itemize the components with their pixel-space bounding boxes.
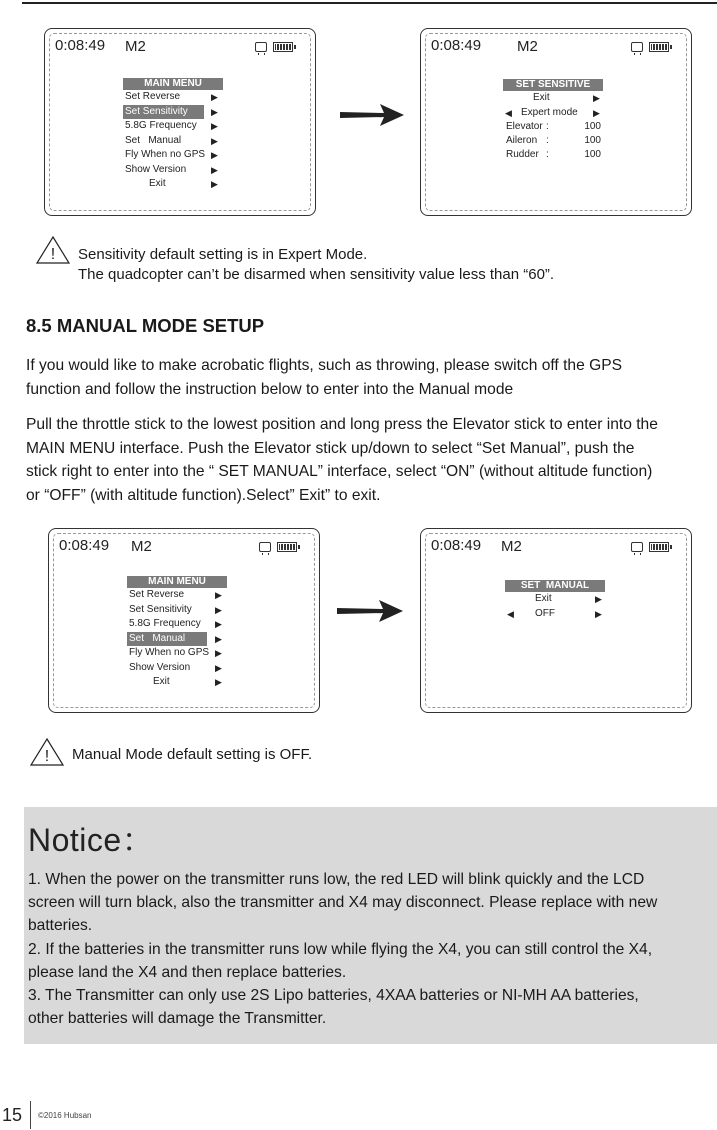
status-icons — [631, 542, 669, 552]
menu-item: Set Sensitivity ▶ — [127, 603, 227, 618]
warning-line: The quadcopter can’t be disarmed when sensitivity value less than “60”. — [78, 266, 555, 283]
top-rule — [22, 2, 717, 4]
svg-text:!: ! — [50, 246, 56, 263]
battery-icon — [273, 42, 293, 52]
battery-icon — [649, 542, 669, 552]
page-number: 15 — [2, 1105, 23, 1125]
battery-icon — [649, 42, 669, 52]
warning-line: Manual Mode default setting is OFF. — [72, 746, 313, 763]
main-menu — [127, 576, 227, 690]
paragraph-line: MAIN MENU interface. Push the Elevator stick up/down to select “Set Manual”, push the — [26, 439, 635, 457]
right-arrow-icon: ▶ — [215, 619, 222, 629]
arrow-right-icon — [337, 600, 403, 622]
right-arrow-icon: ▶ — [215, 590, 222, 600]
right-arrow-icon: ▶ — [211, 106, 218, 117]
paragraph-line: If you would like to make acrobatic flights, such as throwing, please switch off the GPS — [26, 357, 623, 374]
paragraph-line: or “OFF” (with altitude function).Select” Exit” to exit. — [26, 486, 381, 504]
menu-item: 5.8G Frequency ▶ — [127, 617, 227, 632]
menu-item: Set Manual ▶ — [123, 134, 223, 149]
menu-title: SET SENSITIVE — [503, 79, 603, 91]
notice-line: screen will turn black, also the transmitter and X4 may disconnect. Please replace with new — [28, 894, 658, 912]
notice-box — [24, 807, 717, 1044]
set-sensitive-menu — [503, 79, 603, 162]
menu-item-selected: Set Sensitivity ▶ — [123, 105, 223, 120]
right-arrow-icon: ▶ — [211, 150, 218, 160]
right-arrow-icon: ▶ — [215, 648, 222, 658]
left-arrow-icon: ◀ — [507, 608, 514, 619]
notice-line: please land the X4 and then replace batteries. — [28, 963, 347, 981]
warning-icon — [36, 236, 70, 264]
notice-line: other batteries will damage the Transmitter. — [28, 1010, 327, 1028]
warning-sensitivity — [36, 236, 554, 285]
set-manual-menu — [505, 580, 605, 621]
value-row: Rudder : 100 — [506, 149, 601, 160]
copyright: ©2016 Hubsan — [38, 1111, 92, 1120]
notice-line: 2. If the batteries in the transmitter runs low while flying the X4, you can still control the X4, — [28, 940, 653, 958]
menu-item-exit: Exit ▶ — [505, 592, 605, 607]
timer-readout: 0:08:49 — [431, 37, 482, 54]
paragraph-intro — [26, 354, 706, 401]
warning-icon — [30, 738, 64, 766]
right-arrow-icon: ▶ — [593, 107, 600, 118]
arrow-right-icon — [340, 104, 404, 126]
right-arrow-icon: ▶ — [595, 608, 602, 619]
footer-divider — [30, 1101, 31, 1129]
right-arrow-icon: ▶ — [215, 604, 222, 615]
lcd-screen-set-sensitive — [420, 28, 692, 216]
status-icons — [255, 42, 293, 52]
lcd-screen-main-menu-1 — [44, 28, 316, 216]
right-arrow-icon: ▶ — [215, 677, 222, 687]
model-label: M2 — [125, 38, 146, 55]
lcd-screen-main-menu-2 — [48, 528, 320, 713]
warning-manual-mode — [30, 738, 312, 766]
value-row: Aileron : 100 — [506, 135, 601, 146]
right-arrow-icon: ▶ — [595, 594, 602, 604]
status-icons — [259, 542, 297, 552]
menu-item-mode: ◀ Expert mode ▶ — [503, 106, 603, 121]
notice-line: batteries. — [28, 917, 93, 935]
menu-title: MAIN MENU — [123, 78, 223, 90]
menu-item-option: ◀ OFF ▶ — [505, 607, 605, 622]
transmitter-icon — [255, 42, 267, 52]
menu-title: SET MANUAL — [505, 580, 605, 592]
notice-line: 1. When the power on the transmitter runs low, the red LED will blink quickly and the LCD — [28, 871, 645, 888]
timer-readout: 0:08:49 — [59, 537, 110, 554]
section-title: 8.5 MANUAL MODE SETUP — [26, 315, 265, 336]
main-menu — [123, 78, 223, 192]
warning-line: Sensitivity default setting is in Expert Mode. — [78, 246, 368, 263]
menu-item: Fly When no GPS ▶ — [123, 148, 223, 163]
paragraph-line: function and follow the instruction below to enter into the Manual mode — [26, 380, 514, 398]
status-icons — [631, 42, 669, 52]
right-arrow-icon: ▶ — [215, 662, 222, 673]
lcd-screen-set-manual — [420, 528, 692, 713]
model-label: M2 — [501, 538, 522, 555]
transmitter-icon — [259, 542, 271, 552]
right-arrow-icon: ▶ — [211, 179, 218, 189]
menu-item: Exit ▶ — [127, 675, 227, 690]
menu-item: Exit ▶ — [123, 177, 223, 192]
menu-item: Set Reverse ▶ — [127, 588, 227, 603]
transmitter-icon — [631, 542, 643, 552]
timer-readout: 0:08:49 — [431, 537, 482, 554]
menu-item: Show Version ▶ — [123, 163, 223, 178]
svg-text:!: ! — [44, 748, 50, 765]
menu-item: Show Version ▶ — [127, 661, 227, 676]
right-arrow-icon: ▶ — [211, 164, 218, 175]
paragraph-line: Pull the throttle stick to the lowest position and long press the Elevator stick to enter into the — [26, 416, 658, 433]
menu-item: Fly When no GPS ▶ — [127, 646, 227, 661]
model-label: M2 — [517, 38, 538, 55]
transmitter-icon — [631, 42, 643, 52]
notice-title: Notice： — [28, 822, 155, 858]
right-arrow-icon: ▶ — [215, 633, 222, 644]
right-arrow-icon: ▶ — [211, 135, 218, 146]
menu-item-exit: Exit ▶ — [503, 91, 603, 106]
timer-readout: 0:08:49 — [55, 37, 106, 54]
menu-item: 5.8G Frequency ▶ — [123, 119, 223, 134]
right-arrow-icon: ▶ — [211, 121, 218, 131]
left-arrow-icon: ◀ — [505, 107, 512, 118]
right-arrow-icon: ▶ — [211, 92, 218, 102]
notice-line: 3. The Transmitter can only use 2S Lipo batteries, 4XAA batteries or NI-MH AA batteries, — [28, 987, 639, 1005]
paragraph-instructions — [26, 413, 706, 507]
menu-title: MAIN MENU — [127, 576, 227, 588]
right-arrow-icon: ▶ — [593, 93, 600, 103]
menu-item: Set Reverse ▶ — [123, 90, 223, 105]
battery-icon — [277, 542, 297, 552]
value-row: Elevator : 100 — [506, 121, 601, 132]
paragraph-line: stick right to enter into the “ SET MANUAL” interface, select “ON” (without altitude function) — [26, 463, 653, 480]
menu-item-selected: Set Manual ▶ — [127, 632, 227, 647]
model-label: M2 — [131, 538, 152, 555]
